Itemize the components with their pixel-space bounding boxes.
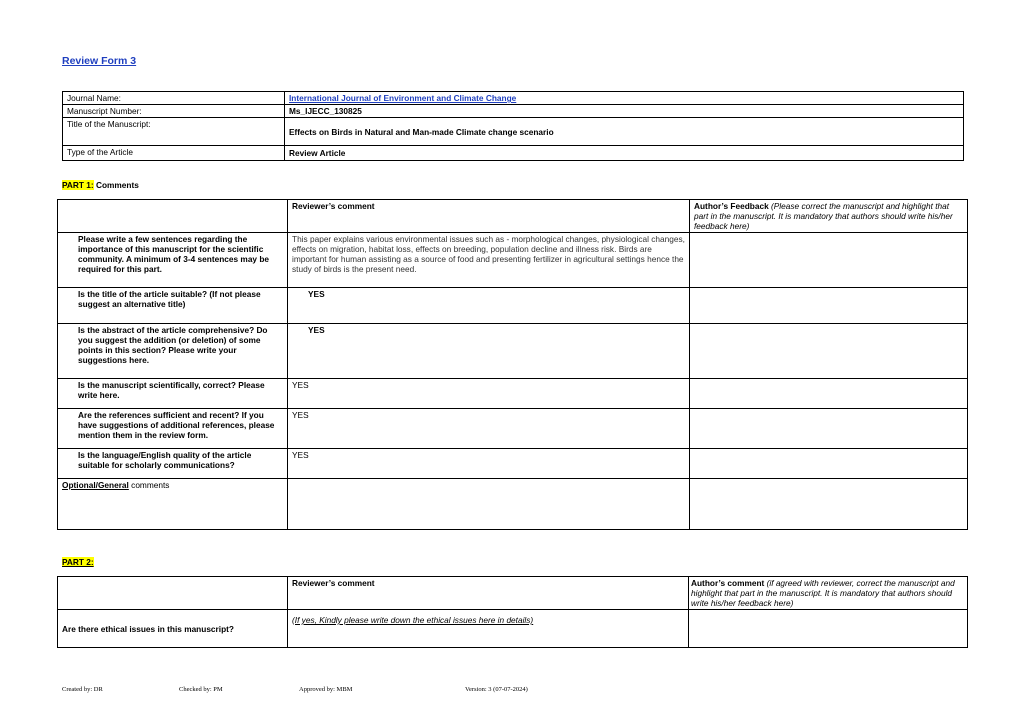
comment-title[interactable]: YES: [288, 288, 690, 324]
optional-comments-label: [58, 479, 288, 530]
manuscript-info-table: [62, 91, 964, 161]
article-type-value: Review Article: [285, 146, 964, 161]
manuscript-title-value: Effects on Birds in Natural and Man-made Climate change scenario: [285, 118, 964, 146]
comment-references[interactable]: YES: [288, 409, 690, 449]
part1-author-header-note: (Please correct the manuscript and highlight that part in the manuscript. It is mandatory that authors should write his/her feedback here): [694, 201, 953, 231]
footer-created: Created by: DR: [62, 686, 103, 693]
feedback-title[interactable]: [690, 288, 968, 324]
part2-label: PART 2:: [62, 557, 94, 567]
part1-heading: [62, 180, 139, 190]
part1-author-header-bold: Author’s Feedback: [694, 201, 769, 211]
article-type-label: Type of the Article: [63, 146, 285, 161]
question-language: Is the language/English quality of the article suitable for scholarly communications?: [58, 449, 288, 479]
question-importance: Please write a few sentences regarding the importance of this manuscript for the scientific community. A minimum of 3-4 sentences may be required for this part.: [58, 233, 288, 288]
part1-reviewer-header: Reviewer’s comment: [288, 200, 690, 233]
part1-empty-header: [58, 200, 288, 233]
feedback-language[interactable]: [690, 449, 968, 479]
part1-heading-rest: Comments: [93, 180, 139, 190]
feedback-importance[interactable]: [690, 233, 968, 288]
part2-reviewer-header: Reviewer’s comment: [288, 577, 689, 610]
optional-label-bold: Optional/General: [62, 480, 129, 490]
comment-abstract[interactable]: YES: [288, 324, 690, 379]
part2-ethics-table: [57, 576, 968, 648]
part1-label: PART 1:: [62, 180, 94, 190]
question-scientific: Is the manuscript scientifically, correct? Please write here.: [58, 379, 288, 409]
question-title: Is the title of the article suitable? (If not please suggest an alternative title): [58, 288, 288, 324]
feedback-references[interactable]: [690, 409, 968, 449]
journal-link[interactable]: International Journal of Environment and Climate Change: [285, 92, 964, 105]
feedback-optional[interactable]: [690, 479, 968, 530]
comment-optional[interactable]: [288, 479, 690, 530]
ethics-hint: (If yes, Kindly please write down the ethical issues here in details): [292, 615, 534, 625]
manuscript-number-label: Manuscript Number:: [63, 105, 285, 118]
ethics-comment[interactable]: [288, 610, 689, 648]
part2-empty-header: [58, 577, 288, 610]
footer-version: Version: 3 (07-07-2024): [465, 686, 528, 693]
feedback-abstract[interactable]: [690, 324, 968, 379]
comment-language[interactable]: YES: [288, 449, 690, 479]
ethics-question: Are there ethical issues in this manuscript?: [58, 610, 288, 648]
part1-comments-table: [57, 199, 968, 530]
optional-label-rest: comments: [128, 480, 170, 490]
manuscript-number-value: Ms_IJECC_130825: [285, 105, 964, 118]
part2-heading: [62, 557, 94, 567]
footer-approved: Approved by: MBM: [299, 686, 353, 693]
footer-checked: Checked by: PM: [179, 686, 223, 693]
question-abstract: Is the abstract of the article comprehensive? Do you suggest the addition (or deletion) of some points in this section? Please write your suggestions here.: [58, 324, 288, 379]
part2-author-header: [689, 577, 968, 610]
question-references: Are the references sufficient and recent? If you have suggestions of additional references, please mention them in the review form.: [58, 409, 288, 449]
comment-scientific[interactable]: YES: [288, 379, 690, 409]
part1-author-header: [690, 200, 968, 233]
comment-importance[interactable]: This paper explains various environmental issues such as - morphological changes, physiological changes, effects on migration, habitat loss, effects on breeding, population decline and illness risk. Birds are important for human assisting as a source of food and presenting fertilizer in agricultural settings hence the study of birds is the present need.: [288, 233, 690, 288]
feedback-scientific[interactable]: [690, 379, 968, 409]
part2-author-header-note: (if agreed with reviewer, correct the manuscript and highlight that part in the manuscript. It is mandatory that authors should write his/her feedback here): [691, 578, 955, 608]
form-title: Review Form 3: [62, 55, 137, 67]
ethics-feedback[interactable]: [689, 610, 968, 648]
journal-label: Journal Name:: [63, 92, 285, 105]
manuscript-title-label: Title of the Manuscript:: [63, 118, 285, 146]
part2-author-header-bold: Author’s comment: [691, 578, 765, 588]
